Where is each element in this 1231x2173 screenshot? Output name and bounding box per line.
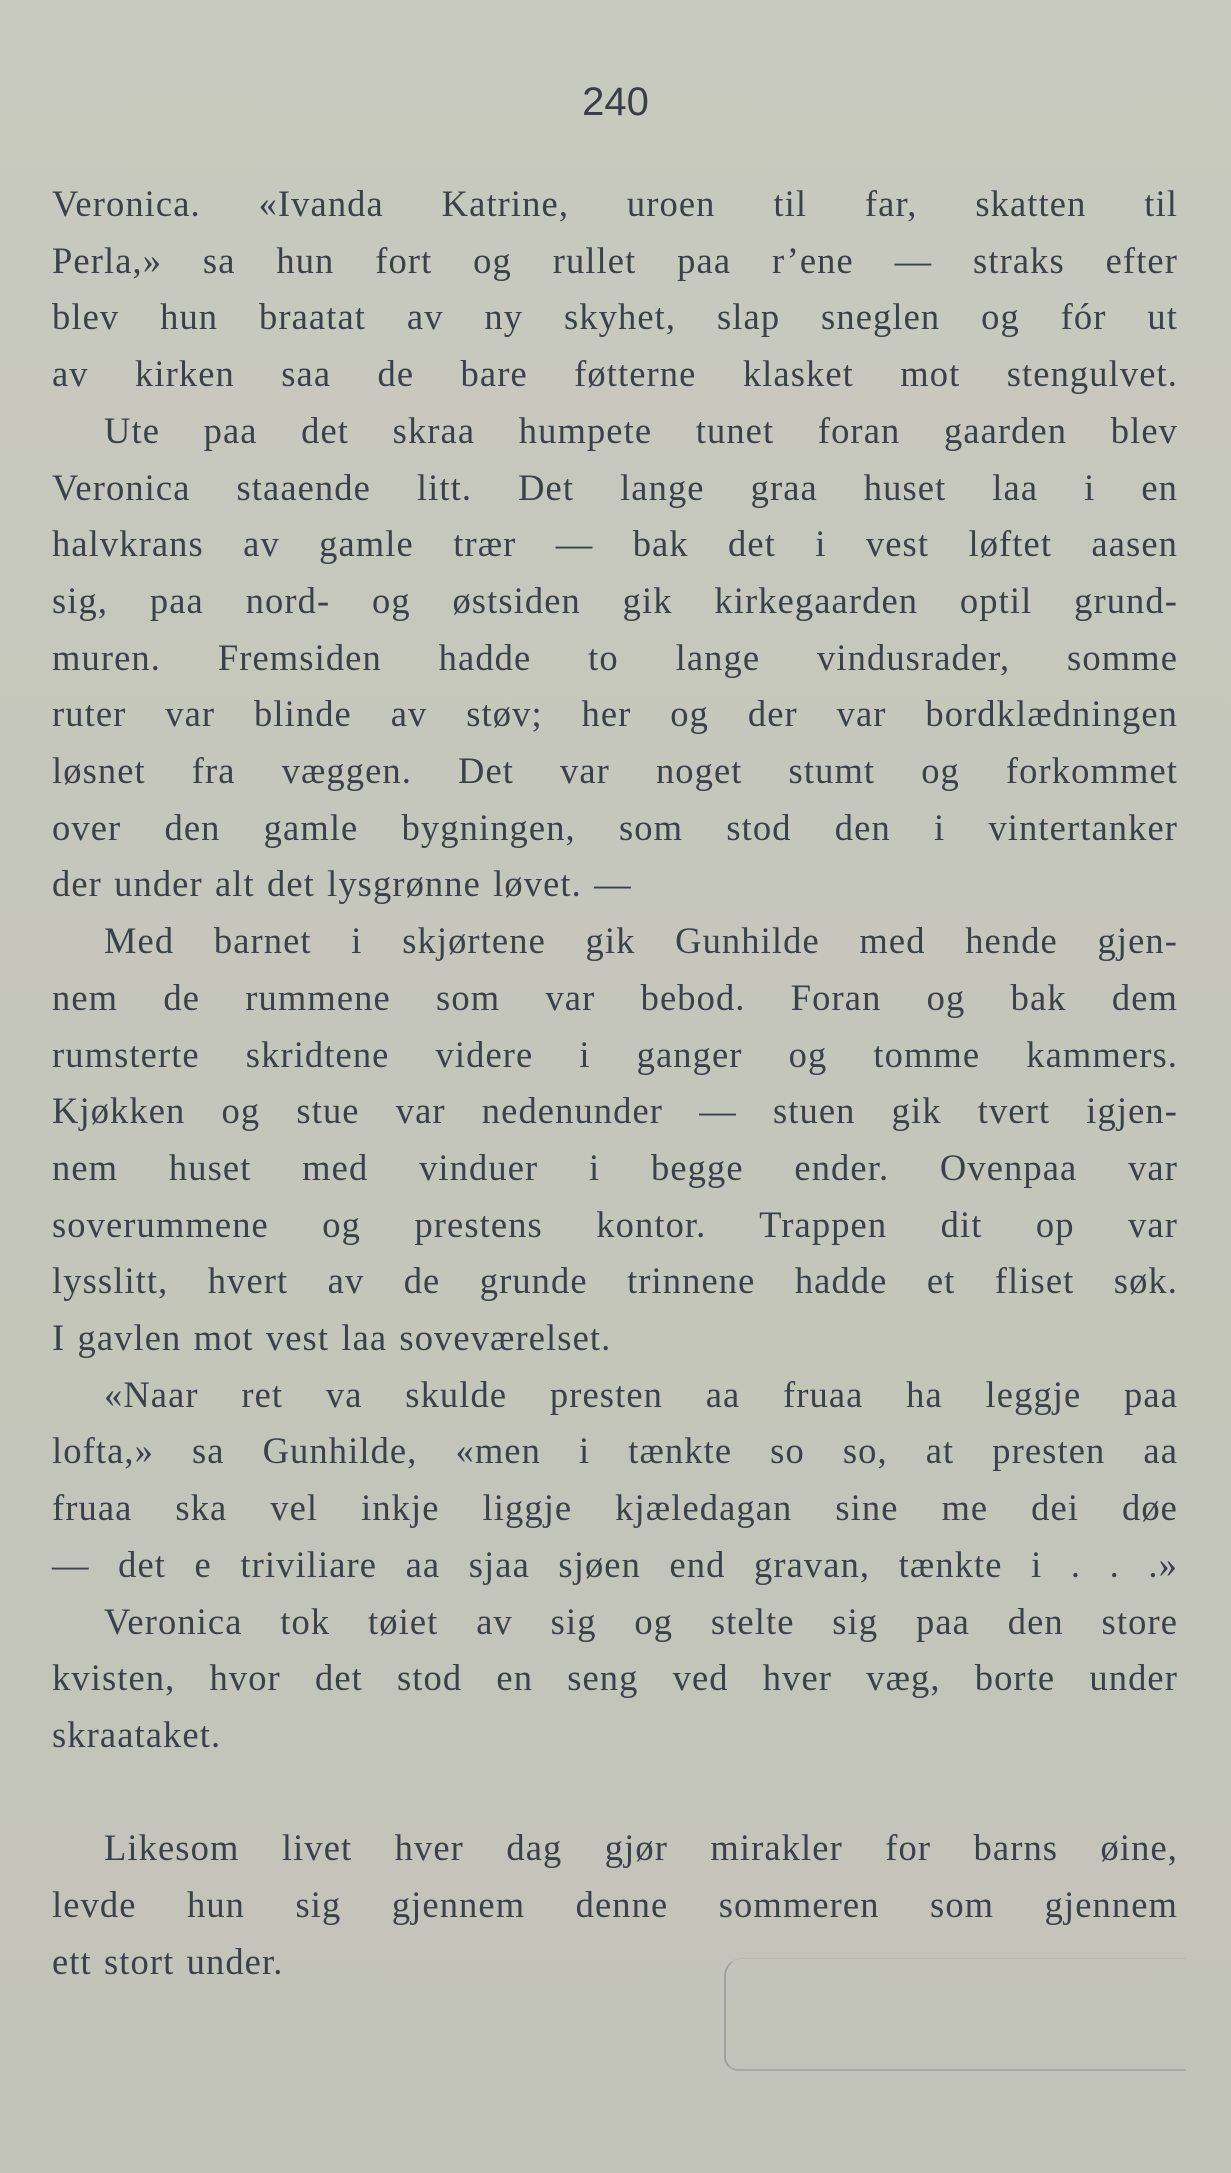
text-line: lofta,» sa Gunhilde, «men i tænkte so so, at presten aa (52, 1430, 1178, 1472)
text-line: sig, paa nord- og østsiden gik kirkegaarden optil grund- (52, 579, 1178, 621)
body-text (52, 176, 1178, 1990)
text-line: rumsterte skridtene videre i ganger og tomme kammers. (52, 1033, 1178, 1075)
text-line: Veronica tok tøiet av sig og stelte sig paa den store (104, 1600, 1178, 1642)
text-line: fruaa ska vel inkje liggje kjæledagan sine me dei døe (52, 1487, 1178, 1529)
page-number: 240 (582, 80, 649, 124)
text-line: Veronica. «Ivanda Katrine, uroen til far, skatten til (52, 183, 1178, 224)
paragraph-gap (52, 1764, 1178, 1821)
text-line: Kjøkken og stue var nedenunder — stuen gik tvert igjen- (52, 1090, 1178, 1132)
text-line: nem de rummene som var bebod. Foran og bak dem (52, 976, 1178, 1018)
text-line: over den gamle bygningen, som stod den i vintertanker (52, 806, 1178, 848)
text-line: halvkrans av gamle trær — bak det i vest løftet aasen (52, 523, 1178, 565)
text-line: — det e triviliare aa sjaa sjøen end gravan, tænkte i . . .» (52, 1543, 1178, 1585)
text-line: løsnet fra væggen. Det var noget stumt og forkommet (52, 750, 1178, 792)
text-line: nem huset med vinduer i begge ender. Ovenpaa var (52, 1146, 1178, 1188)
text-line: der under alt det lysgrønne løvet. — (52, 863, 632, 905)
text-line: «Naar ret va skulde presten aa fruaa ha leggje paa (104, 1373, 1178, 1415)
text-line: Ute paa det skraa humpete tunet foran gaarden blev (104, 409, 1178, 451)
text-line: kvisten, hvor det stod en seng ved hver væg, borte under (52, 1657, 1178, 1699)
text-line: muren. Fremsiden hadde to lange vindusrader, somme (52, 636, 1178, 678)
text-line: Perla,» sa hun fort og rullet paa r’ene — straks efter (52, 239, 1178, 281)
text-line: blev hun braatat av ny skyhet, slap sneglen og fór ut (52, 296, 1178, 338)
text-line: Med barnet i skjørtene gik Gunhilde med hende gjen- (104, 920, 1178, 962)
text-line: soverummene og prestens kontor. Trappen dit op var (52, 1203, 1178, 1245)
text-line: ett stort under. (52, 1940, 284, 1982)
faded-stamp-frame (724, 1958, 1186, 2071)
text-line: ruter var blinde av støv; her og der var bordklædningen (52, 693, 1178, 735)
text-line: levde hun sig gjennem denne sommeren som gjennem (52, 1884, 1178, 1926)
text-line: Veronica staaende litt. Det lange graa huset laa i en (52, 466, 1178, 508)
text-line: Likesom livet hver dag gjør mirakler for barns øine, (104, 1827, 1178, 1869)
text-line: I gavlen mot vest laa soveværelset. (52, 1317, 612, 1359)
text-line: av kirken saa de bare føtterne klasket mot stengulvet. (52, 353, 1178, 395)
text-line: skraataket. (52, 1713, 222, 1755)
text-line: lysslitt, hvert av de grunde trinnene hadde et fliset søk. (52, 1260, 1178, 1302)
